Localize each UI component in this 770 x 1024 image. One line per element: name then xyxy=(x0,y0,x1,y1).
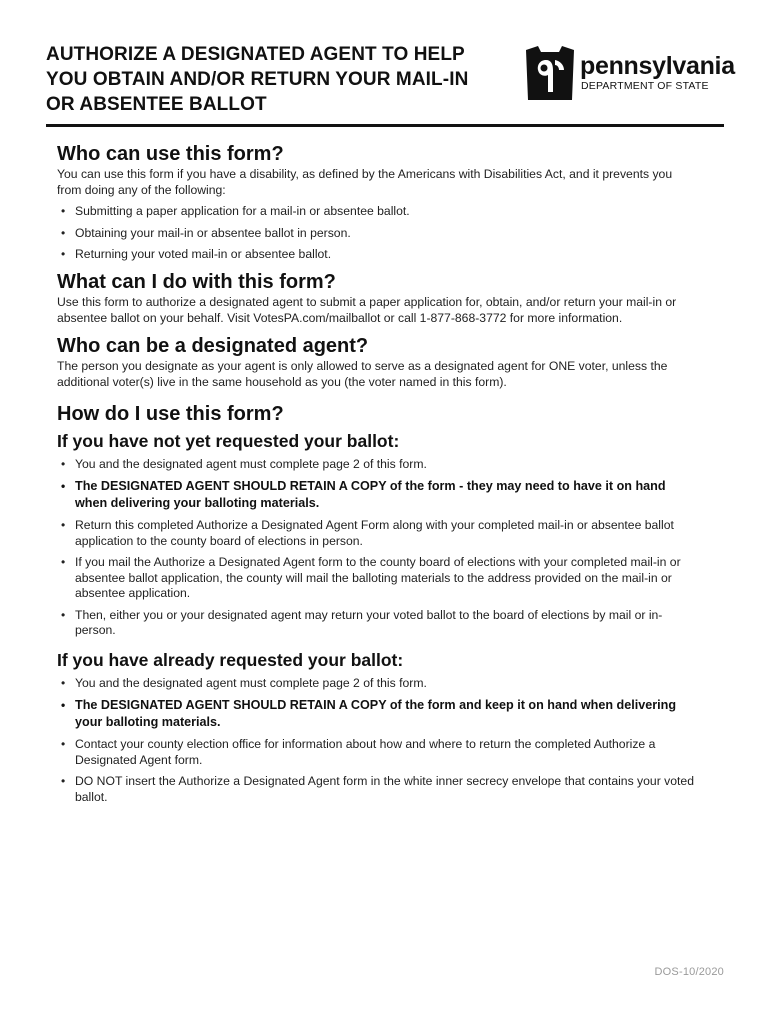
list-item: • You and the designated agent must complete page 2 of this form. xyxy=(57,676,697,692)
list-item: • If you mail the Authorize a Designated Agent form to the county board of elections with your completed mail-in or absentee ballot application, the county will mail the balloting materials to the address provided on the mail-in or absentee application. xyxy=(57,555,697,602)
subheading-not-yet-requested: If you have not yet requested your ballot: xyxy=(57,430,400,451)
logo-wordmark: pennsylvania xyxy=(580,52,735,80)
form-instructions xyxy=(57,142,697,811)
list-item: • Return this completed Authorize a Designated Agent Form along with your completed mail-in or absentee ballot application to the county board of elections in person. xyxy=(57,518,697,549)
list-item-emphasis: • The DESIGNATED AGENT SHOULD RETAIN A COPY of the form - they may need to have it on hand when delivering your balloting materials. xyxy=(57,478,697,512)
who-can-use-list xyxy=(57,204,697,263)
list-item: • Contact your county election office for information about how and where to return the completed Authorize a Designated Agent form. xyxy=(57,737,697,768)
section-heading-what-can-i-do: What can I do with this form? xyxy=(57,270,336,293)
list-item-emphasis: • The DESIGNATED AGENT SHOULD RETAIN A COPY of the form and keep it on hand when delivering your balloting materials. xyxy=(57,697,697,731)
page-title xyxy=(46,42,516,117)
not-yet-requested-list xyxy=(57,457,697,639)
header-divider xyxy=(46,124,724,127)
list-item: • Submitting a paper application for a mail-in or absentee ballot. xyxy=(57,204,697,220)
list-item: • Returning your voted mail-in or absentee ballot. xyxy=(57,247,697,263)
page-title-line-1: AUTHORIZE A DESIGNATED AGENT TO HELP xyxy=(46,44,465,65)
section-heading-who-can-be-agent: Who can be a designated agent? xyxy=(57,334,369,357)
what-can-i-do-body: Use this form to authorize a designated agent to submit a paper application for, obtain, and/or return your mail-in or absentee ballot on your behalf. Visit VotesPA.com/mailballot or call 1-877-868-3772 for more information. xyxy=(57,294,677,325)
form-code: DOS-10/2020 xyxy=(654,966,724,978)
already-requested-list xyxy=(57,676,697,806)
logo-department: DEPARTMENT OF STATE xyxy=(581,80,709,92)
who-can-be-agent-body: The person you designate as your agent is only allowed to serve as a designated agent for ONE voter, unless the additional voter(s) live in the same household as you (the voter named in this form). xyxy=(57,358,668,389)
page-title-line-3: OR ABSENTEE BALLOT xyxy=(46,94,267,115)
who-can-use-intro: You can use this form if you have a disability, as defined by the Americans with Disabilities Act, and it prevents you from doing any of the following: xyxy=(57,167,673,197)
section-heading-who-can-use: Who can use this form? xyxy=(57,143,284,165)
keystone-logo-icon xyxy=(524,46,576,100)
section-heading-how-to-use: How do I use this form? xyxy=(57,402,284,425)
list-item: • Obtaining your mail-in or absentee ballot in person. xyxy=(57,226,697,242)
list-item: • Then, either you or your designated agent may return your voted ballot to the board of elections by mail or in-person. xyxy=(57,608,697,639)
pennsylvania-logo xyxy=(524,46,735,102)
subheading-already-requested: If you have already requested your ballot: xyxy=(57,649,404,670)
list-item: • DO NOT insert the Authorize a Designated Agent form in the white inner secrecy envelope that contains your voted ballot. xyxy=(57,774,697,805)
page-title-line-2: YOU OBTAIN AND/OR RETURN YOUR MAIL-IN xyxy=(46,69,469,90)
list-item: • You and the designated agent must complete page 2 of this form. xyxy=(57,457,697,473)
